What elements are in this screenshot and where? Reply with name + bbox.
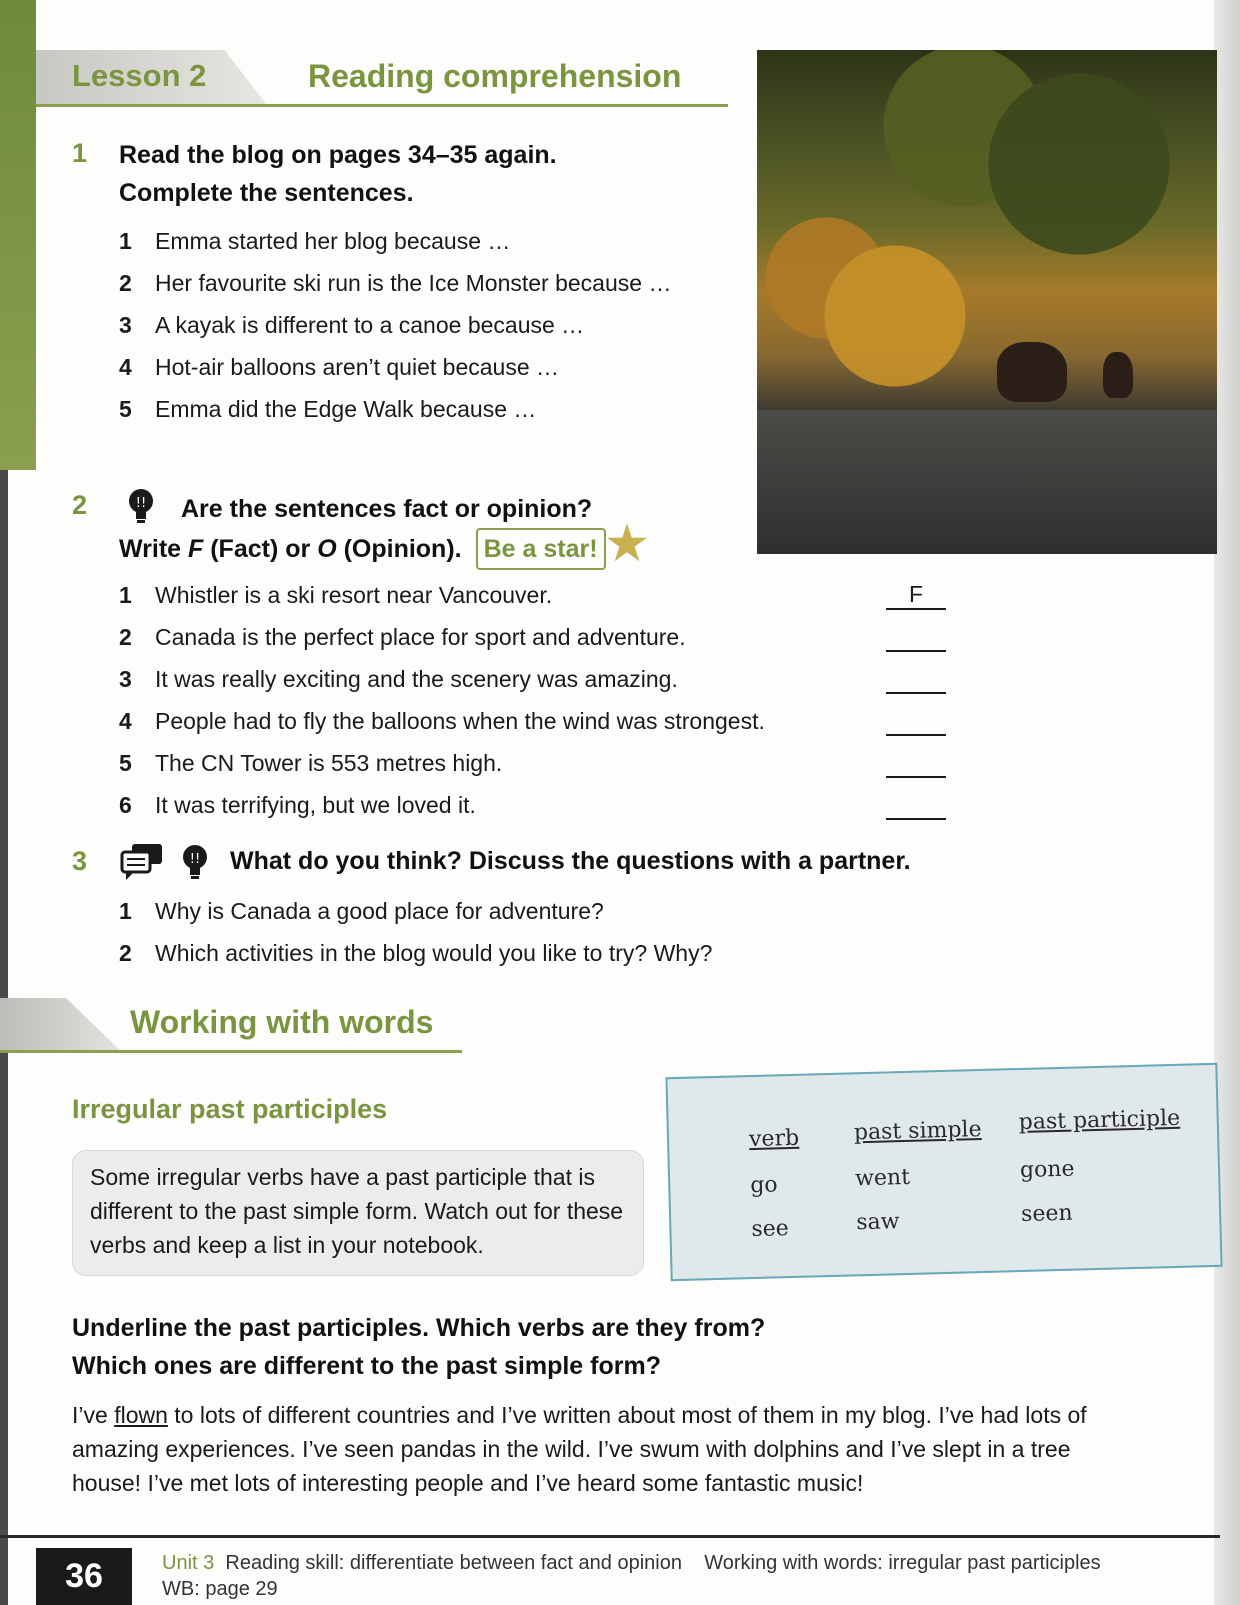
para-start: I’ve xyxy=(72,1402,115,1428)
item-number: 6 xyxy=(119,792,132,818)
item-number: 4 xyxy=(119,354,132,380)
reading-skill: Reading skill: differentiate between fact and opinion xyxy=(225,1552,682,1574)
ex1-item xyxy=(119,228,510,255)
footer-skills xyxy=(162,1552,1101,1575)
table-cell: go xyxy=(749,1172,778,1199)
exercise-2-title xyxy=(119,490,648,570)
item-number: 2 xyxy=(119,270,132,296)
col-header-verb: verb xyxy=(748,1125,800,1153)
item-text: Emma did the Edge Walk because … xyxy=(155,396,537,422)
item-text: A kayak is different to a canoe because … xyxy=(155,312,585,338)
item-number: 3 xyxy=(119,666,132,692)
ex1-item xyxy=(119,354,559,381)
answer-blank[interactable] xyxy=(886,664,946,694)
exercise-3-number: 3 xyxy=(72,846,88,876)
lightbulb-icon xyxy=(180,844,210,885)
item-number: 4 xyxy=(119,708,132,734)
item-number: 2 xyxy=(119,624,132,650)
item-text: The CN Tower is 553 metres high. xyxy=(155,750,503,776)
answer-blank[interactable]: F xyxy=(886,580,946,610)
working-tab xyxy=(0,998,120,1050)
item-text: People had to fly the balloons when the wind was strongest. xyxy=(155,708,765,734)
exercise-2-title-line2 xyxy=(119,517,648,570)
ex2-item xyxy=(119,792,476,819)
badge-label: Be a star! xyxy=(483,535,598,563)
item-text: It was terrifying, but we loved it. xyxy=(155,792,476,818)
item-number: 5 xyxy=(119,750,132,776)
be-a-star-badge xyxy=(476,517,648,570)
item-number: 1 xyxy=(119,582,132,608)
instruction-line2: Which ones are different to the past simple form? xyxy=(72,1352,661,1380)
underlined-word[interactable]: flown xyxy=(114,1402,168,1428)
answer-blank[interactable] xyxy=(886,790,946,820)
item-text: Why is Canada a good place for adventure? xyxy=(155,898,604,924)
col-header-past-simple: past simple xyxy=(853,1117,982,1146)
exercise-1-title-line1: Read the blog on pages 34–35 again. xyxy=(119,141,557,169)
irregular-subtitle: Irregular past participles xyxy=(72,1094,388,1124)
table-cell: seen xyxy=(1020,1200,1073,1227)
ex2-item xyxy=(119,750,502,777)
autumn-trees xyxy=(757,50,1217,430)
title-part: (Fact) or xyxy=(203,535,318,563)
exercise-3-title: What do you think? Discuss the questions with a partner. xyxy=(230,847,911,875)
answer-blank[interactable] xyxy=(886,706,946,736)
lesson-label: Lesson 2 xyxy=(72,58,207,93)
ex1-item xyxy=(119,312,584,339)
lesson-color-bar xyxy=(0,0,36,470)
tip-text: Some irregular verbs have a past participle that is different to the past simple form. Watch out for these verbs and keep a list in your notebook. xyxy=(90,1164,624,1258)
answer-blank[interactable] xyxy=(886,748,946,778)
footer-rule xyxy=(0,1535,1220,1538)
item-text: Whistler is a ski resort near Vancouver. xyxy=(155,582,553,608)
working-skill: Working with words: irregular past participles xyxy=(704,1552,1101,1574)
exercise-2-title-line1: Are the sentences fact or opinion? xyxy=(181,495,593,523)
instruction-line1: Underline the past participles. Which verbs are they from? xyxy=(72,1314,766,1342)
ex1-item xyxy=(119,270,671,297)
item-text: Canada is the perfect place for sport and adventure. xyxy=(155,624,686,650)
title-part: Write xyxy=(119,535,188,563)
item-text: Hot-air balloons aren’t quiet because … xyxy=(155,354,560,380)
table-cell: see xyxy=(751,1216,790,1243)
working-title: Working with words xyxy=(130,1004,434,1040)
title-part-f: F xyxy=(188,535,204,563)
para-rest: to lots of different countries and I’ve written about most of them in my blog. I’ve had lots of amazing experiences. I’ve seen pandas in the wild. I’ve swum with dolphins and I’ve slept in a tree house! I’ve met lots of interesting people and I’ve heard some fantastic music! xyxy=(72,1402,1087,1496)
ex3-item xyxy=(119,940,712,967)
table-cell: gone xyxy=(1019,1156,1075,1184)
ex1-item xyxy=(119,396,536,423)
exercise-1-title xyxy=(119,136,557,212)
working-rule xyxy=(0,1050,462,1053)
bear-large xyxy=(997,342,1067,402)
star-icon: ★ xyxy=(606,517,648,569)
speech-bubbles-icon xyxy=(120,842,164,887)
ex3-item xyxy=(119,898,604,925)
answer-blank[interactable] xyxy=(886,622,946,652)
workbook-ref: WB: page 29 xyxy=(162,1578,278,1600)
item-number: 1 xyxy=(119,228,132,254)
lesson-title: Reading comprehension xyxy=(308,58,682,94)
item-text: Her favourite ski run is the Ice Monster because … xyxy=(155,270,672,296)
item-number: 1 xyxy=(119,898,132,924)
exercise-1-number: 1 xyxy=(72,138,88,168)
svg-text:!!: !! xyxy=(135,496,147,511)
unit-label: Unit 3 xyxy=(162,1552,215,1574)
item-number: 2 xyxy=(119,940,132,966)
exercise-2-number: 2 xyxy=(72,490,88,520)
ex2-item xyxy=(119,624,686,651)
notebook-card xyxy=(665,1063,1222,1281)
exercise-1-title-line2: Complete the sentences. xyxy=(119,179,414,207)
item-text: It was really exciting and the scenery was amazing. xyxy=(155,666,678,692)
ex2-item xyxy=(119,708,765,735)
bear-small xyxy=(1103,352,1133,398)
item-text: Which activities in the blog would you like to try? Why? xyxy=(155,940,713,966)
header-rule xyxy=(36,104,728,107)
item-text: Emma started her blog because … xyxy=(155,228,511,254)
table-cell: saw xyxy=(855,1209,900,1236)
title-part: (Opinion). xyxy=(336,535,462,563)
bears-photo xyxy=(757,50,1217,554)
title-part-o: O xyxy=(317,535,337,563)
ex2-item xyxy=(119,666,678,693)
blog-paragraph xyxy=(72,1398,1102,1500)
item-number: 5 xyxy=(119,396,132,422)
page-gutter xyxy=(1214,0,1240,1605)
svg-text:!!: !! xyxy=(189,852,201,867)
item-number: 3 xyxy=(119,312,132,338)
table-cell: went xyxy=(854,1164,911,1192)
page-number: 36 xyxy=(36,1548,132,1605)
river-water xyxy=(757,410,1217,554)
col-header-past-participle: past participle xyxy=(1018,1105,1181,1136)
ex2-item xyxy=(119,582,552,609)
